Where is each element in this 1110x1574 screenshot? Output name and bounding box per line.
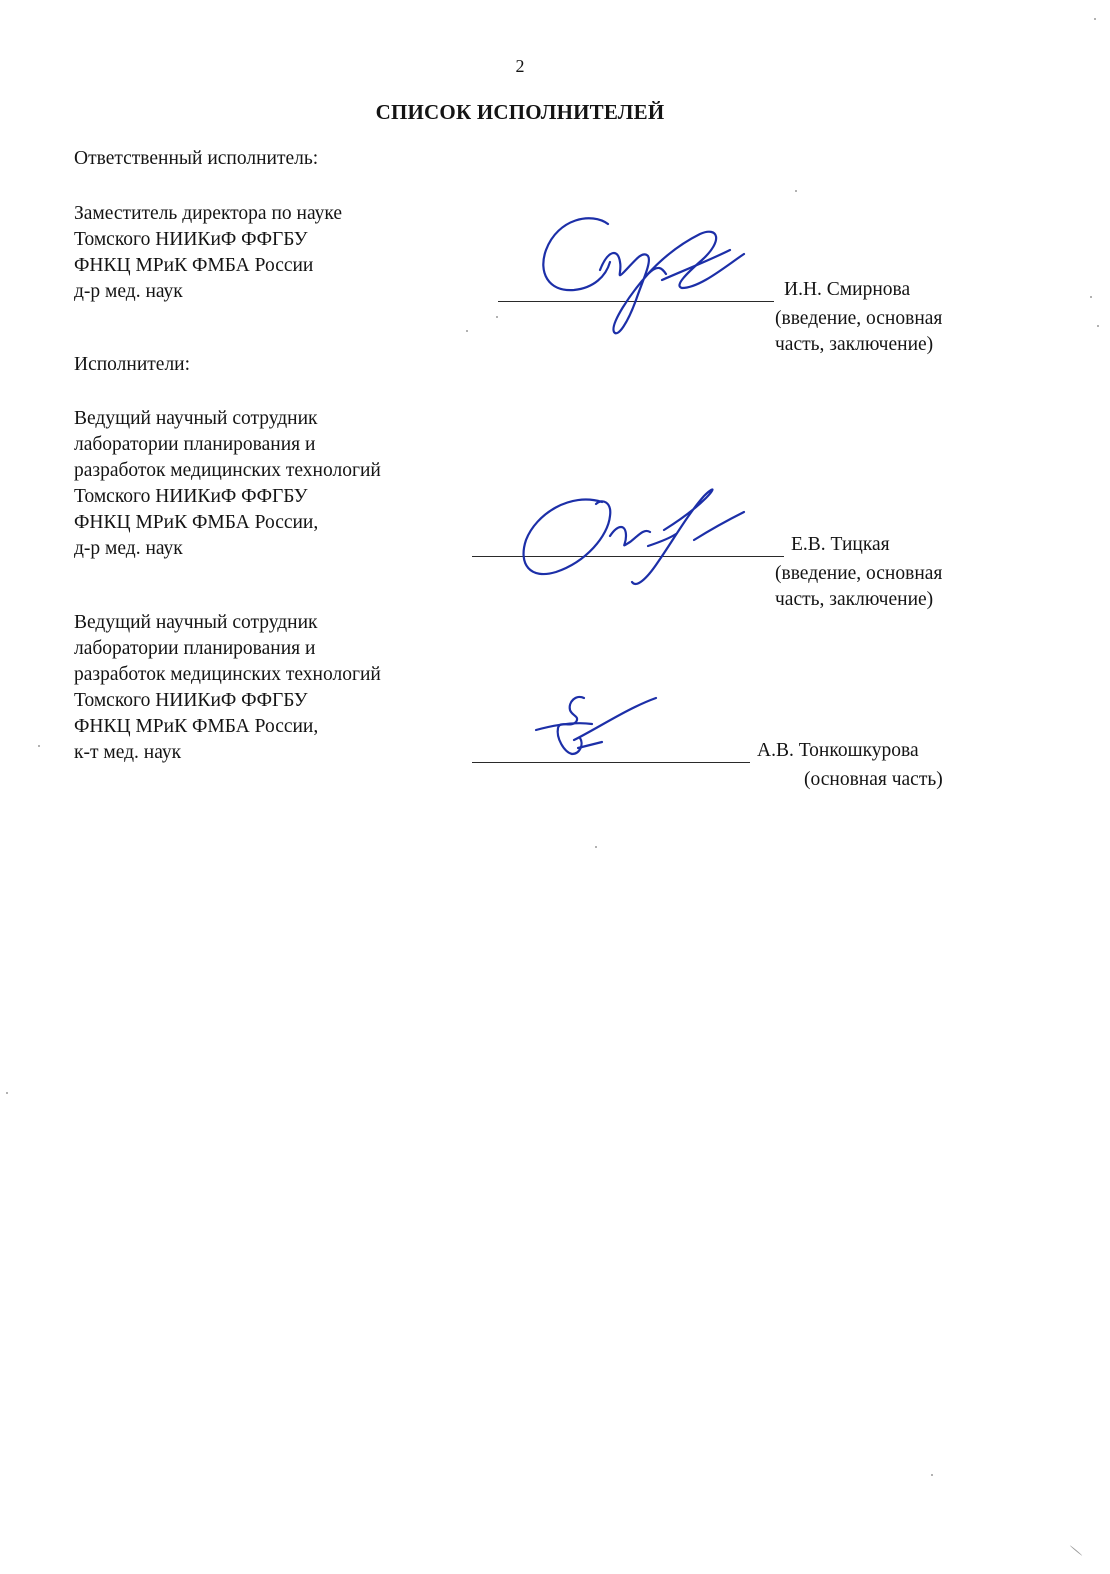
position-line: ФНКЦ МРиК ФМБА России, — [74, 512, 319, 533]
page-number: 2 — [515, 56, 525, 76]
scan-speck — [6, 1092, 8, 1094]
position-line: д-р мед. наук — [74, 538, 183, 559]
scan-speck — [496, 316, 498, 318]
role-line: (введение, основная — [775, 563, 943, 584]
role-line: часть, заключение) — [775, 334, 934, 355]
scan-speck — [38, 745, 40, 747]
scan-speck — [795, 190, 797, 192]
signer-position-1 — [74, 201, 342, 305]
position-line: лаборатории планирования и — [74, 434, 316, 455]
document-title: СПИСОК ИСПОЛНИТЕЛЕЙ — [375, 100, 665, 124]
signer-role-2 — [775, 561, 942, 613]
scan-speck — [931, 1474, 933, 1476]
position-line: к-т мед. наук — [74, 742, 182, 763]
signature-tonkoshkurova-icon — [528, 688, 668, 768]
position-line: Томского НИИКиФ ФФГБУ — [74, 229, 308, 250]
position-line: лаборатории планирования и — [74, 638, 316, 659]
executors-label: Исполнители: — [74, 354, 191, 375]
signer-position-2 — [74, 406, 381, 562]
role-line: (введение, основная — [775, 308, 943, 329]
position-line: ФНКЦ МРиК ФМБА России, — [74, 716, 319, 737]
role-line: часть, заключение) — [775, 589, 934, 610]
position-line: Ведущий научный сотрудник — [74, 408, 318, 429]
signer-name-2: Е.В. Тицкая — [791, 534, 890, 555]
signature-smirnova-icon — [530, 210, 760, 350]
scan-speck — [595, 846, 597, 848]
signer-role-3 — [804, 767, 943, 793]
signer-position-3 — [74, 610, 381, 766]
position-line: разработок медицинских технологий — [74, 460, 381, 481]
position-line: Томского НИИКиФ ФФГБУ — [74, 690, 308, 711]
signer-name-1: И.Н. Смирнова — [784, 279, 911, 300]
scan-speck — [1090, 296, 1092, 298]
scan-speck — [1097, 325, 1099, 327]
scan-speck — [466, 330, 468, 332]
position-line: Ведущий научный сотрудник — [74, 612, 318, 633]
role-line: (основная часть) — [804, 769, 943, 790]
responsible-executor-label: Ответственный исполнитель: — [74, 148, 319, 169]
position-line: Томского НИИКиФ ФФГБУ — [74, 486, 308, 507]
signature-titskaya-icon — [510, 484, 760, 594]
scan-speck — [1094, 18, 1096, 20]
signer-role-1 — [775, 306, 942, 358]
scan-speck — [1070, 1545, 1083, 1556]
position-line: д-р мед. наук — [74, 281, 183, 302]
signer-name-3: А.В. Тонкошкурова — [757, 740, 919, 761]
position-line: разработок медицинских технологий — [74, 664, 381, 685]
position-line: ФНКЦ МРиК ФМБА России — [74, 255, 314, 276]
position-line: Заместитель директора по науке — [74, 203, 343, 224]
